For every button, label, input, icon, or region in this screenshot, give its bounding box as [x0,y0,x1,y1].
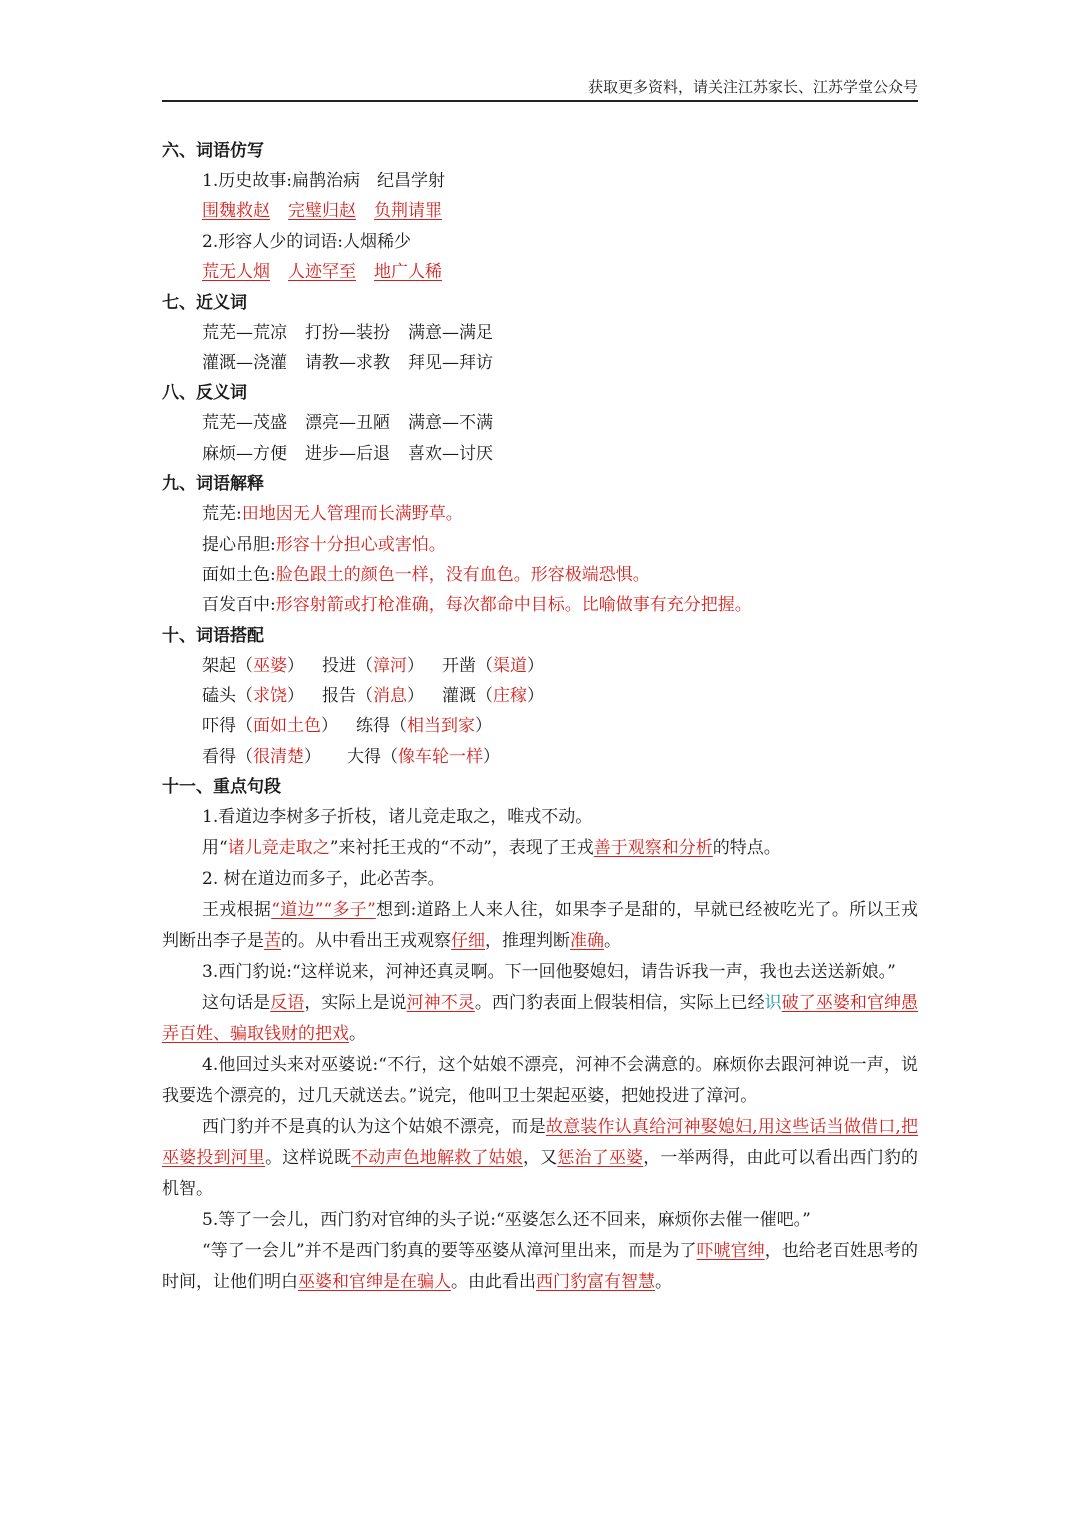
paren: （ [236,716,253,737]
answer: 求饶 [253,686,287,707]
s6-answers-2 [162,257,918,287]
verb: 看得 [202,746,236,767]
paren: （ [236,655,253,676]
document-body [162,136,918,1298]
paren: （ [236,746,253,767]
s6-line-1: 1.历史故事:扁鹊治病 纪昌学射 [202,171,445,191]
term: 荒芜: [202,504,242,525]
s9-item [162,499,918,529]
answer: 面如土色 [253,716,321,737]
answer: 地广人稀 [374,262,442,283]
answer: 破了巫婆和官绅愚弄百姓、骗取钱财的把戏 [162,993,919,1045]
paren: ） [483,746,500,767]
s7-row-1 [162,318,918,348]
answer: 惩治了巫婆 [557,1148,644,1169]
word-pair: 漂亮—丑陋 [305,413,390,434]
text: 西门豹并不是真的认为这个姑娘不漂亮，而是 [202,1117,546,1138]
word-pair: 进步—后退 [305,443,390,464]
section-6-title: 六、词语仿写 [162,141,264,161]
paren: （ [356,655,373,676]
answer: 反语 [270,993,305,1014]
answer: 诸儿竞走取之 [227,838,330,859]
s10-row-3 [162,711,918,741]
s8-row-2 [162,439,918,469]
definition: 脸色跟土的颜色一样，没有血色。形容极端恐惧。 [275,564,650,585]
s9-item [162,530,918,560]
s9-item [162,560,918,590]
answer: 消息 [373,686,407,707]
verb: 架起 [202,655,236,676]
definition: 田地因无人管理而长满野草。 [241,504,463,525]
analysis-1 [162,833,918,864]
analysis-5 [162,1236,918,1298]
paren: ） [475,716,492,737]
paren: （ [476,686,493,707]
answer: 故意装作认真给河神娶媳妇,用这些话当做借口,把巫婆投到河里 [162,1117,919,1169]
text: 的。从中看出王戎观察 [281,931,451,952]
term: 百发百中: [202,595,276,616]
section-10-title: 十、词语搭配 [162,625,264,646]
text: 。西门豹表面上假装相信，实际上已经 [474,993,765,1014]
s10-row-1 [162,651,918,681]
word-pair: 荒芜—荒凉 [202,322,287,343]
section-11-title: 十一、重点句段 [162,777,281,798]
term: 面如土色: [202,564,276,585]
definition: 形容射箭或打枪准确，每次都命中目标。比喻做事有充分把握。 [275,595,752,616]
paren: ） [527,686,544,707]
answer: 相当到家 [407,716,475,737]
paren: ） [527,655,544,676]
paren: （ [236,686,253,707]
text: 。由此看出 [451,1272,536,1293]
answer: 苦 [264,931,281,952]
analysis-3 [162,988,918,1050]
answer: 吓唬官绅 [696,1241,765,1262]
word-pair: 满意—满足 [408,322,493,343]
answer: 负荆请罪 [374,201,442,222]
answer: 不动声色地解救了姑娘 [351,1148,523,1169]
verb: 开凿 [442,655,476,676]
analysis-2 [162,895,918,957]
paren: ） [287,655,304,676]
section-9-title: 九、词语解释 [162,474,264,495]
s10-row-2 [162,681,918,711]
answer: 很清楚 [253,746,304,767]
verb: 大得 [347,746,381,767]
word-pair: 拜见—拜访 [408,352,493,373]
word-pair: 灌溉—浇灌 [202,352,287,373]
s8-row-1 [162,408,918,438]
s6-line-2: 2.形容人少的词语:人烟稀少 [202,231,411,252]
answer: 识 [764,993,782,1014]
paren: ） [304,746,321,767]
paren: ） [407,655,424,676]
answer: “道边” [271,900,324,921]
s9-item [162,590,918,620]
quote-4: 4.他回过头来对巫婆说:“不行，这个姑娘不漂亮，河神不会满意的。麻烦你去跟河神说一声，说我要选个漂亮的，过几天就送去。”说完，他叫卫士架起巫婆，把她投进了漳河。 [162,1055,918,1107]
text: ，实际上是说 [304,993,407,1014]
answer: 像车轮一样 [398,746,483,767]
paren: （ [356,686,373,707]
paren: （ [476,655,493,676]
paren: ） [287,686,304,707]
s7-row-2 [162,348,918,378]
answer: 巫婆 [253,655,287,676]
paren: （ [390,716,407,737]
quote-5: 5.等了一会儿，西门豹对官绅的头子说:“巫婆怎么还不回来，麻烦你去催一催吧。” [202,1210,811,1231]
verb: 报告 [322,686,356,707]
text: 想到:道路上人来人往，如果李子是甜的，早就已经被吃光了。所以王戎判断出李子是 [162,900,919,952]
text: 。这样说既 [265,1148,352,1169]
answer: 庄稼 [493,686,527,707]
word-pair: 喜欢—讨厌 [408,443,493,464]
quote-2: 2. 树在道边而多子，此必苦李。 [202,869,445,890]
text: ，又 [522,1148,558,1169]
paren: ） [321,716,338,737]
answer: “多子” [323,900,376,921]
word-pair: 满意—不满 [408,413,493,434]
verb: 吓得 [202,716,236,737]
answer: 人迹罕至 [288,262,356,283]
definition: 形容十分担心或害怕。 [275,534,446,555]
word-pair: 请教—求教 [305,352,390,373]
verb: 磕头 [202,686,236,707]
text: 用“ [202,838,228,859]
text: 这句话是 [202,993,271,1014]
quote-1: 1.看道边李树多子折枝，诸儿竞走取之，唯戎不动。 [202,807,593,828]
verb: 投进 [322,655,356,676]
verb: 练得 [356,716,390,737]
term: 提心吊胆: [202,534,276,555]
s6-answers-1 [162,196,918,226]
quote-3: 3.西门豹说:“这样说来，河神还真灵啊。下一回他娶媳妇，请告诉我一声，我也去送送新娘。” [202,962,896,983]
s10-row-4 [162,742,918,772]
text: 的特点。 [712,838,781,859]
header-text: 获取更多资料，请关注江苏家长、江苏学堂公众号 [587,78,918,96]
answer: 西门豹富有智慧 [536,1272,655,1293]
word-pair: 荒芜—茂盛 [202,413,287,434]
analysis-4 [162,1112,918,1205]
word-pair: 打扮—装扮 [305,322,390,343]
text: 王戎根据 [202,900,272,921]
answer: 荒无人烟 [202,262,270,283]
section-8-title: 八、反义词 [162,383,247,404]
text: ，一举两得，由此可以看出西门豹的机智。 [162,1148,919,1200]
paren: （ [381,746,398,767]
paren: ） [407,686,424,707]
text: ”来衬托王戎的“不动”，表现了王戎 [329,838,594,859]
word-pair: 麻烦—方便 [202,443,287,464]
text: 。 [604,931,621,952]
answer: 巫婆和官绅是在骗人 [298,1272,451,1293]
text: ，也给老百姓思考的时间，让他们明白 [162,1241,918,1293]
text: 。 [655,1272,672,1293]
text: “等了一会儿”并不是西门豹真的要等巫婆从漳河里出来，而是为了 [202,1241,697,1262]
answer: 仔细 [451,931,485,952]
answer: 完璧归赵 [288,201,356,222]
answer: 漳河 [373,655,407,676]
verb: 灌溉 [442,686,476,707]
answer: 渠道 [493,655,527,676]
section-7-title: 七、近义词 [162,292,247,313]
text: ，推理判断 [485,931,570,952]
answer: 准确 [570,931,604,952]
text: 。 [349,1024,366,1045]
answer: 围魏救赵 [202,201,270,222]
answer: 河神不灵 [406,993,475,1014]
page-header [162,74,918,102]
answer: 善于观察和分析 [593,838,713,859]
